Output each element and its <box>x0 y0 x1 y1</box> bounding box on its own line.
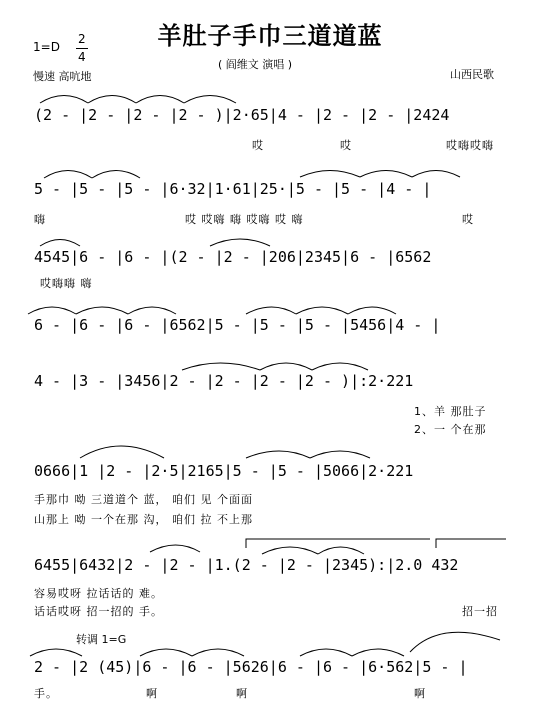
slur <box>150 545 200 552</box>
slur <box>246 451 310 458</box>
lyric-row-1-b: 哎 <box>340 139 352 152</box>
lyric-row-2-a: 嗨 <box>34 213 46 226</box>
slur <box>80 446 164 458</box>
notation-row-3: 4545|6 - |6 - |(2 - |2 - |206|2345|6 - |6562 <box>34 248 432 266</box>
slur <box>136 96 184 104</box>
notation-row-1: (2 - |2 - |2 - |2 - )|2·65|4 - |2 - |2 - |2424 <box>34 106 450 124</box>
slur <box>412 171 460 178</box>
key-signature: 1=D <box>33 40 60 54</box>
lyric-row-3-a: 哎嗨嗨 嗨 <box>40 277 93 290</box>
slur <box>44 171 92 179</box>
lyric-row-1-a: 哎 <box>252 139 264 152</box>
slur <box>140 649 192 656</box>
slur <box>262 547 318 554</box>
lyric-row-8-b: 啊 <box>146 687 158 700</box>
slur <box>92 171 140 179</box>
lyric-row-2-c: 哎 <box>462 213 474 226</box>
lyric-row-7-c: 招一招 <box>462 605 498 618</box>
notation-row-7: 6455|6432|2 - |2 - |1.(2 - |2 - |2345):|2.0 432 <box>34 556 459 574</box>
slur <box>410 632 500 652</box>
song-title: 羊肚子手巾三道道蓝 <box>157 21 383 50</box>
slur <box>88 96 136 104</box>
lyric-row-5-verse-1: 1、羊 那肚子 <box>414 405 487 418</box>
slur <box>360 171 412 178</box>
lyric-row-8-a: 手。 <box>34 687 58 700</box>
lyric-row-5-verse-2: 2、一 个在那 <box>414 423 487 436</box>
slur <box>28 307 76 314</box>
slur <box>300 171 360 178</box>
slur <box>300 649 352 656</box>
time-signature-top: 2 <box>78 32 86 46</box>
lyric-row-8-c: 啊 <box>236 687 248 700</box>
slur <box>182 363 260 370</box>
notation-row-6: 0666|1 |2 - |2·5|2165|5 - |5 - |5066|2·221 <box>34 462 414 480</box>
slur <box>192 649 244 656</box>
singer-credit: ( 阎维文 演唱 ) <box>218 58 293 71</box>
notation-row-4: 6 - |6 - |6 - |6562|5 - |5 - |5 - |5456|4 - | <box>34 316 441 334</box>
slur <box>260 363 312 370</box>
modulation-marking: 转调 1=G <box>76 633 127 646</box>
lyric-row-6-verse-1: 手那巾 呦 三道道个 蓝， 咱们 见 个面面 <box>34 493 253 506</box>
slur <box>128 307 176 314</box>
slur <box>352 649 404 656</box>
notation-row-8: 2 - |2 (45)|6 - |6 - |5626|6 - |6 - |6·562|5 - | <box>34 658 468 676</box>
lyric-row-6-verse-2: 山那上 呦 一个在那 沟， 咱们 拉 不上那 <box>34 513 253 526</box>
lyric-row-1-c: 哎嗨哎嗨 <box>446 139 494 152</box>
notation-row-2: 5 - |5 - |5 - |6·32|1·61|25·|5 - |5 - |4 - | <box>34 180 432 198</box>
slur <box>76 307 128 314</box>
slur <box>312 363 368 370</box>
slur <box>184 96 236 104</box>
slur <box>246 307 296 314</box>
slur <box>296 307 348 314</box>
tempo-marking: 慢速 高吭地 <box>33 70 92 83</box>
slur <box>318 547 364 554</box>
lyric-row-7-verse-1: 容易哎呀 拉话话的 难。 <box>34 587 163 600</box>
slur <box>310 451 370 458</box>
slur <box>40 240 80 247</box>
lyric-row-7-verse-2: 话话哎呀 招一招的 手。 <box>34 605 163 618</box>
volta-bracket-2 <box>436 539 506 548</box>
slur <box>40 96 88 104</box>
time-signature-bottom: 4 <box>78 50 86 64</box>
lyric-row-2-b: 哎 哎嗨 嗨 哎嗨 哎 嗨 <box>185 213 304 226</box>
slur <box>348 307 396 314</box>
slur <box>30 649 82 656</box>
lyric-row-8-d: 啊 <box>414 687 426 700</box>
notation-row-5: 4 - |3 - |3456|2 - |2 - |2 - |2 - )|:2·221 <box>34 372 414 390</box>
slur <box>210 239 270 246</box>
genre-label: 山西民歌 <box>450 68 494 81</box>
